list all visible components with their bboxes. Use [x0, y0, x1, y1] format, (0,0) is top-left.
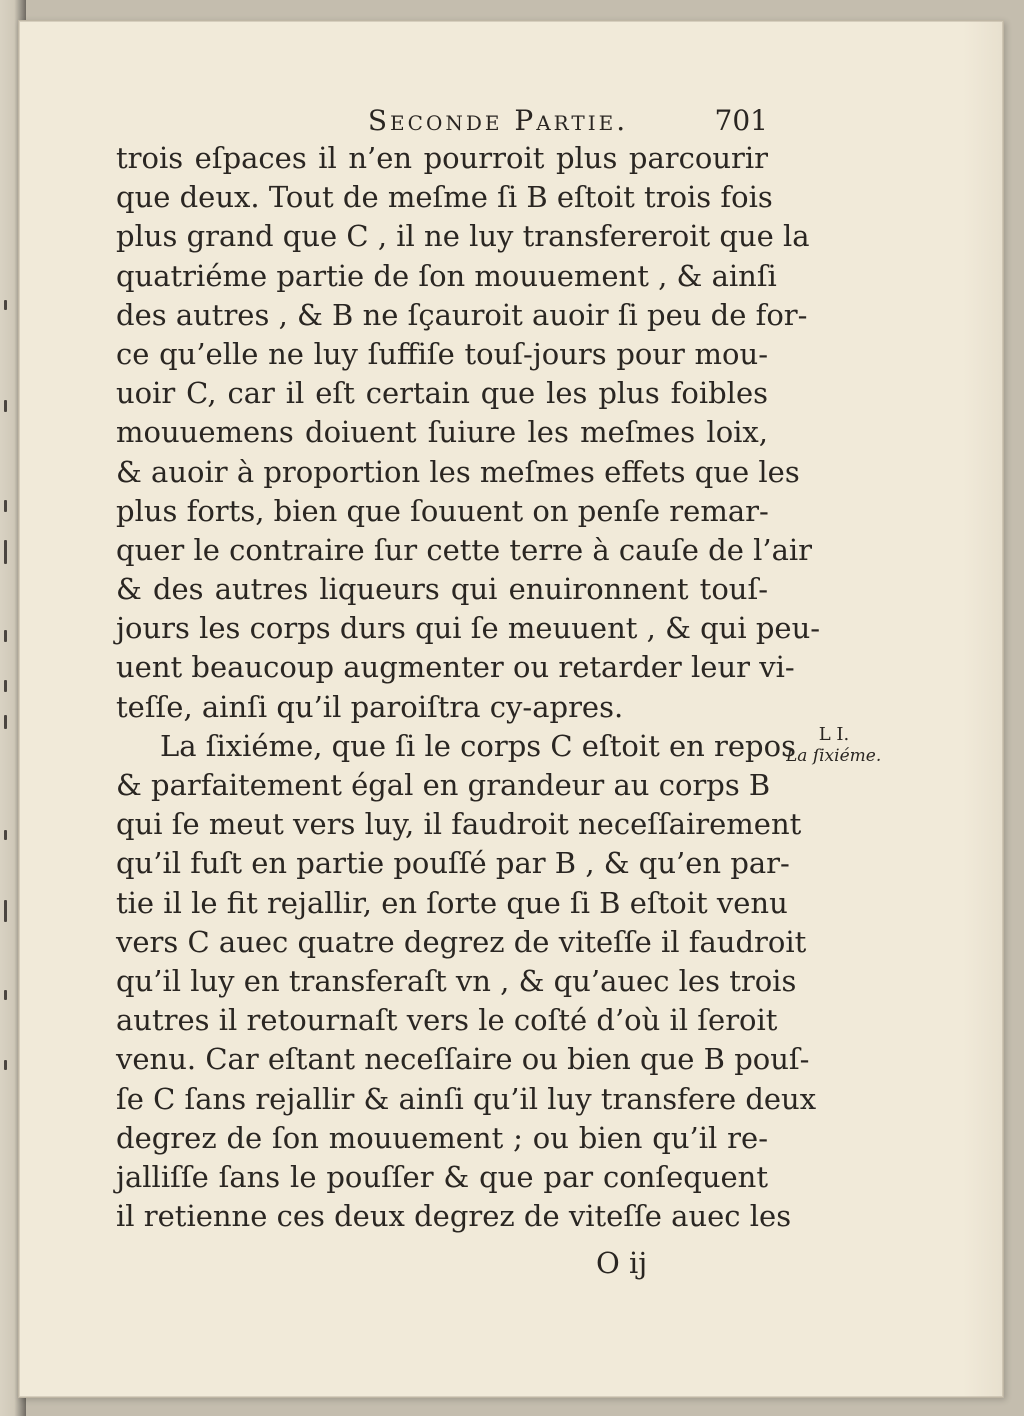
text-line: jours les corps durs qui ſe meuuent , & qui peu- — [116, 611, 821, 646]
text-line: & parfaitement égal en grandeur au corps B — [116, 768, 771, 802]
signature-mark: O ij — [596, 1246, 648, 1280]
text-line: mouuemens doiuent ſuiure les meſmes loix, — [116, 415, 768, 450]
text-line: que deux. Tout de meſme ſi B eſtoit trois fois — [116, 180, 773, 215]
text-line: qu’il luy en transferaſt vn , & qu’auec les trois — [116, 963, 797, 998]
text-line: autres il retournaſt vers le coſté d’où il ſeroit — [116, 1003, 778, 1038]
edge-mark — [4, 680, 7, 692]
text-line: & auoir à proportion les meſmes effets que les — [116, 454, 800, 489]
edge-mark — [4, 830, 7, 840]
edge-mark — [4, 540, 7, 564]
edge-mark — [4, 400, 7, 412]
text-line: qu’il fuſt en partie pouſſé par B , & qu’en par- — [116, 846, 790, 881]
text-line: qui ſe meut vers luy, il faudroit neceſſairement — [116, 807, 802, 842]
text-line: degrez de ſon mouuement ; ou bien qu’il re- — [116, 1120, 768, 1155]
edge-mark — [4, 715, 7, 729]
text-line: tie il le fit rejallir, en ſorte que ſi B eſtoit venu — [116, 885, 788, 920]
edge-mark — [4, 900, 7, 922]
section-number: L I. — [818, 724, 850, 745]
text-line: des autres , & B ne ſçauroit auoir ſi peu de for- — [116, 297, 808, 332]
body-text — [116, 139, 821, 1236]
edge-mark — [4, 990, 7, 1000]
text-line: quatriéme partie de ſon mouuement , & ainſi — [116, 258, 777, 293]
text-line: & des autres liqueurs qui enuironnent touſ- — [116, 572, 768, 607]
text-line: jalliſſe ſans le pouſſer & que par conſequent — [116, 1159, 768, 1194]
text-line: vers C auec quatre degrez de viteſſe il faudroit — [116, 924, 807, 959]
edge-mark — [4, 300, 7, 310]
page-number: 701 — [714, 104, 768, 137]
text-line: quer le contraire ſur cette terre à cauſe de l’air — [116, 532, 813, 567]
text-line: uent beaucoup augmenter ou retarder leur vi- — [116, 650, 795, 685]
text-line-paragraph-start: La ſixiéme, que ſi le corps C eſtoit en repos — [160, 728, 796, 763]
edge-mark — [4, 630, 7, 642]
edge-mark — [4, 500, 7, 512]
text-line: venu. Car eſtant neceſſaire ou bien que B pouſ- — [116, 1042, 810, 1077]
text-line: ſe C ſans rejallir & ainſi qu’il luy transfere deux — [116, 1081, 817, 1116]
text-line-paragraph-end: teſſe, ainſi qu’il paroiſtra cy-apres. — [116, 689, 624, 724]
text-line: uoir C, car il eſt certain que les plus foibles — [116, 376, 768, 411]
text-line: trois eſpaces il n’en pourroit plus parcourir — [116, 141, 768, 175]
edge-mark — [4, 1060, 7, 1070]
text-line: plus forts, bien que ſouuent on penſe remar- — [116, 493, 769, 528]
bleed-through-text — [160, 112, 170, 137]
running-head: Seconde Partie. — [367, 104, 629, 137]
text-line: ce qu’elle ne luy ſuffiſe touſ-jours pour mou- — [116, 336, 768, 371]
margin-note: La ſixiéme. — [786, 746, 882, 766]
text-line: il retienne ces deux degrez de viteſſe auec les — [116, 1199, 792, 1234]
text-line: plus grand que C , il ne luy transfereroit que la — [116, 219, 810, 254]
